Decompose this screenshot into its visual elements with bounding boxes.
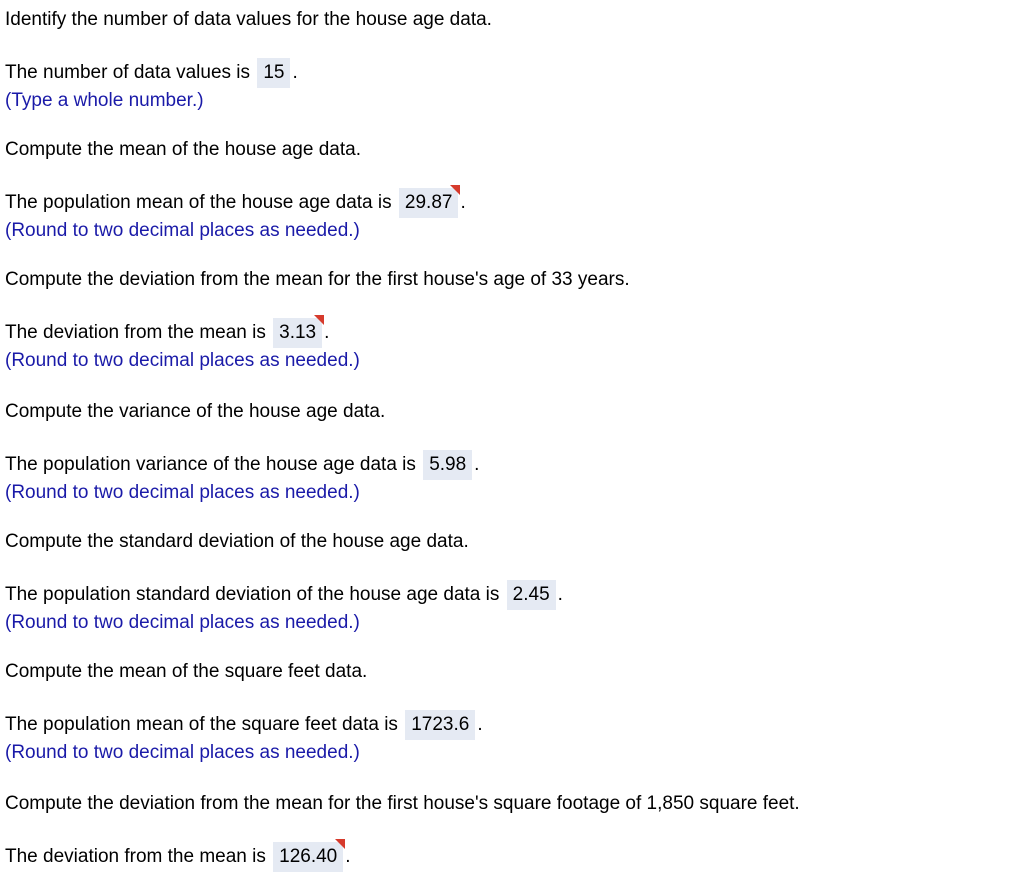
answer-field[interactable]: [507, 580, 556, 610]
instruction-hint: (Round to two decimal places as needed.): [5, 742, 360, 763]
answer-value: 29.87: [404, 192, 453, 213]
answer-value: 1723.6: [411, 714, 470, 735]
answer-value: 2.45: [512, 584, 550, 605]
answer-suffix: .: [324, 322, 330, 343]
question-text: Compute the standard deviation of the house age data.: [5, 531, 469, 552]
answer-field[interactable]: [257, 58, 290, 88]
answer-line: [5, 842, 351, 872]
answer-suffix: .: [474, 454, 480, 475]
answer-prefix: The population variance of the house age data is: [5, 454, 416, 475]
incorrect-flag-icon: [314, 315, 324, 325]
answer-line: [5, 450, 479, 480]
answer-field[interactable]: [399, 188, 459, 218]
question-text: Identify the number of data values for the house age data.: [5, 9, 492, 30]
answer-prefix: The deviation from the mean is: [5, 322, 266, 343]
answer-field[interactable]: [273, 842, 343, 872]
answer-prefix: The number of data values is: [5, 62, 251, 83]
instruction-hint: (Round to two decimal places as needed.): [5, 220, 360, 241]
answer-line: [5, 580, 563, 610]
answer-field[interactable]: [423, 450, 472, 480]
answer-prefix: The population mean of the house age data is: [5, 192, 392, 213]
question-text: Compute the variance of the house age data.: [5, 401, 386, 422]
answer-prefix: The population standard deviation of the house age data is: [5, 584, 500, 605]
answer-line: [5, 188, 466, 218]
answer-prefix: The population mean of the square feet data is: [5, 714, 398, 735]
incorrect-flag-icon: [335, 839, 345, 849]
question-text: Compute the deviation from the mean for the first house's age of 33 years.: [5, 269, 630, 290]
instruction-hint: (Type a whole number.): [5, 90, 204, 111]
question-text: Compute the deviation from the mean for the first house's square footage of 1,850 square feet.: [5, 793, 800, 814]
question-text: Compute the mean of the square feet data.: [5, 661, 368, 682]
answer-suffix: .: [477, 714, 483, 735]
answer-prefix: The deviation from the mean is: [5, 846, 266, 867]
answer-suffix: .: [460, 192, 466, 213]
answer-suffix: .: [292, 62, 298, 83]
answer-value: 5.98: [429, 454, 467, 475]
instruction-hint: (Round to two decimal places as needed.): [5, 612, 360, 633]
instruction-hint: (Round to two decimal places as needed.): [5, 482, 360, 503]
instruction-hint: (Round to two decimal places as needed.): [5, 350, 360, 371]
question-text: Compute the mean of the house age data.: [5, 139, 361, 160]
incorrect-flag-icon: [450, 185, 460, 195]
answer-value: 15: [263, 62, 285, 83]
answer-value: 3.13: [279, 322, 317, 343]
answer-field[interactable]: [273, 318, 322, 348]
answer-suffix: .: [345, 846, 351, 867]
answer-line: [5, 58, 298, 88]
answer-line: [5, 318, 329, 348]
answer-line: [5, 710, 483, 740]
answer-value: 126.40: [279, 846, 338, 867]
answer-suffix: .: [557, 584, 563, 605]
answer-field[interactable]: [405, 710, 475, 740]
